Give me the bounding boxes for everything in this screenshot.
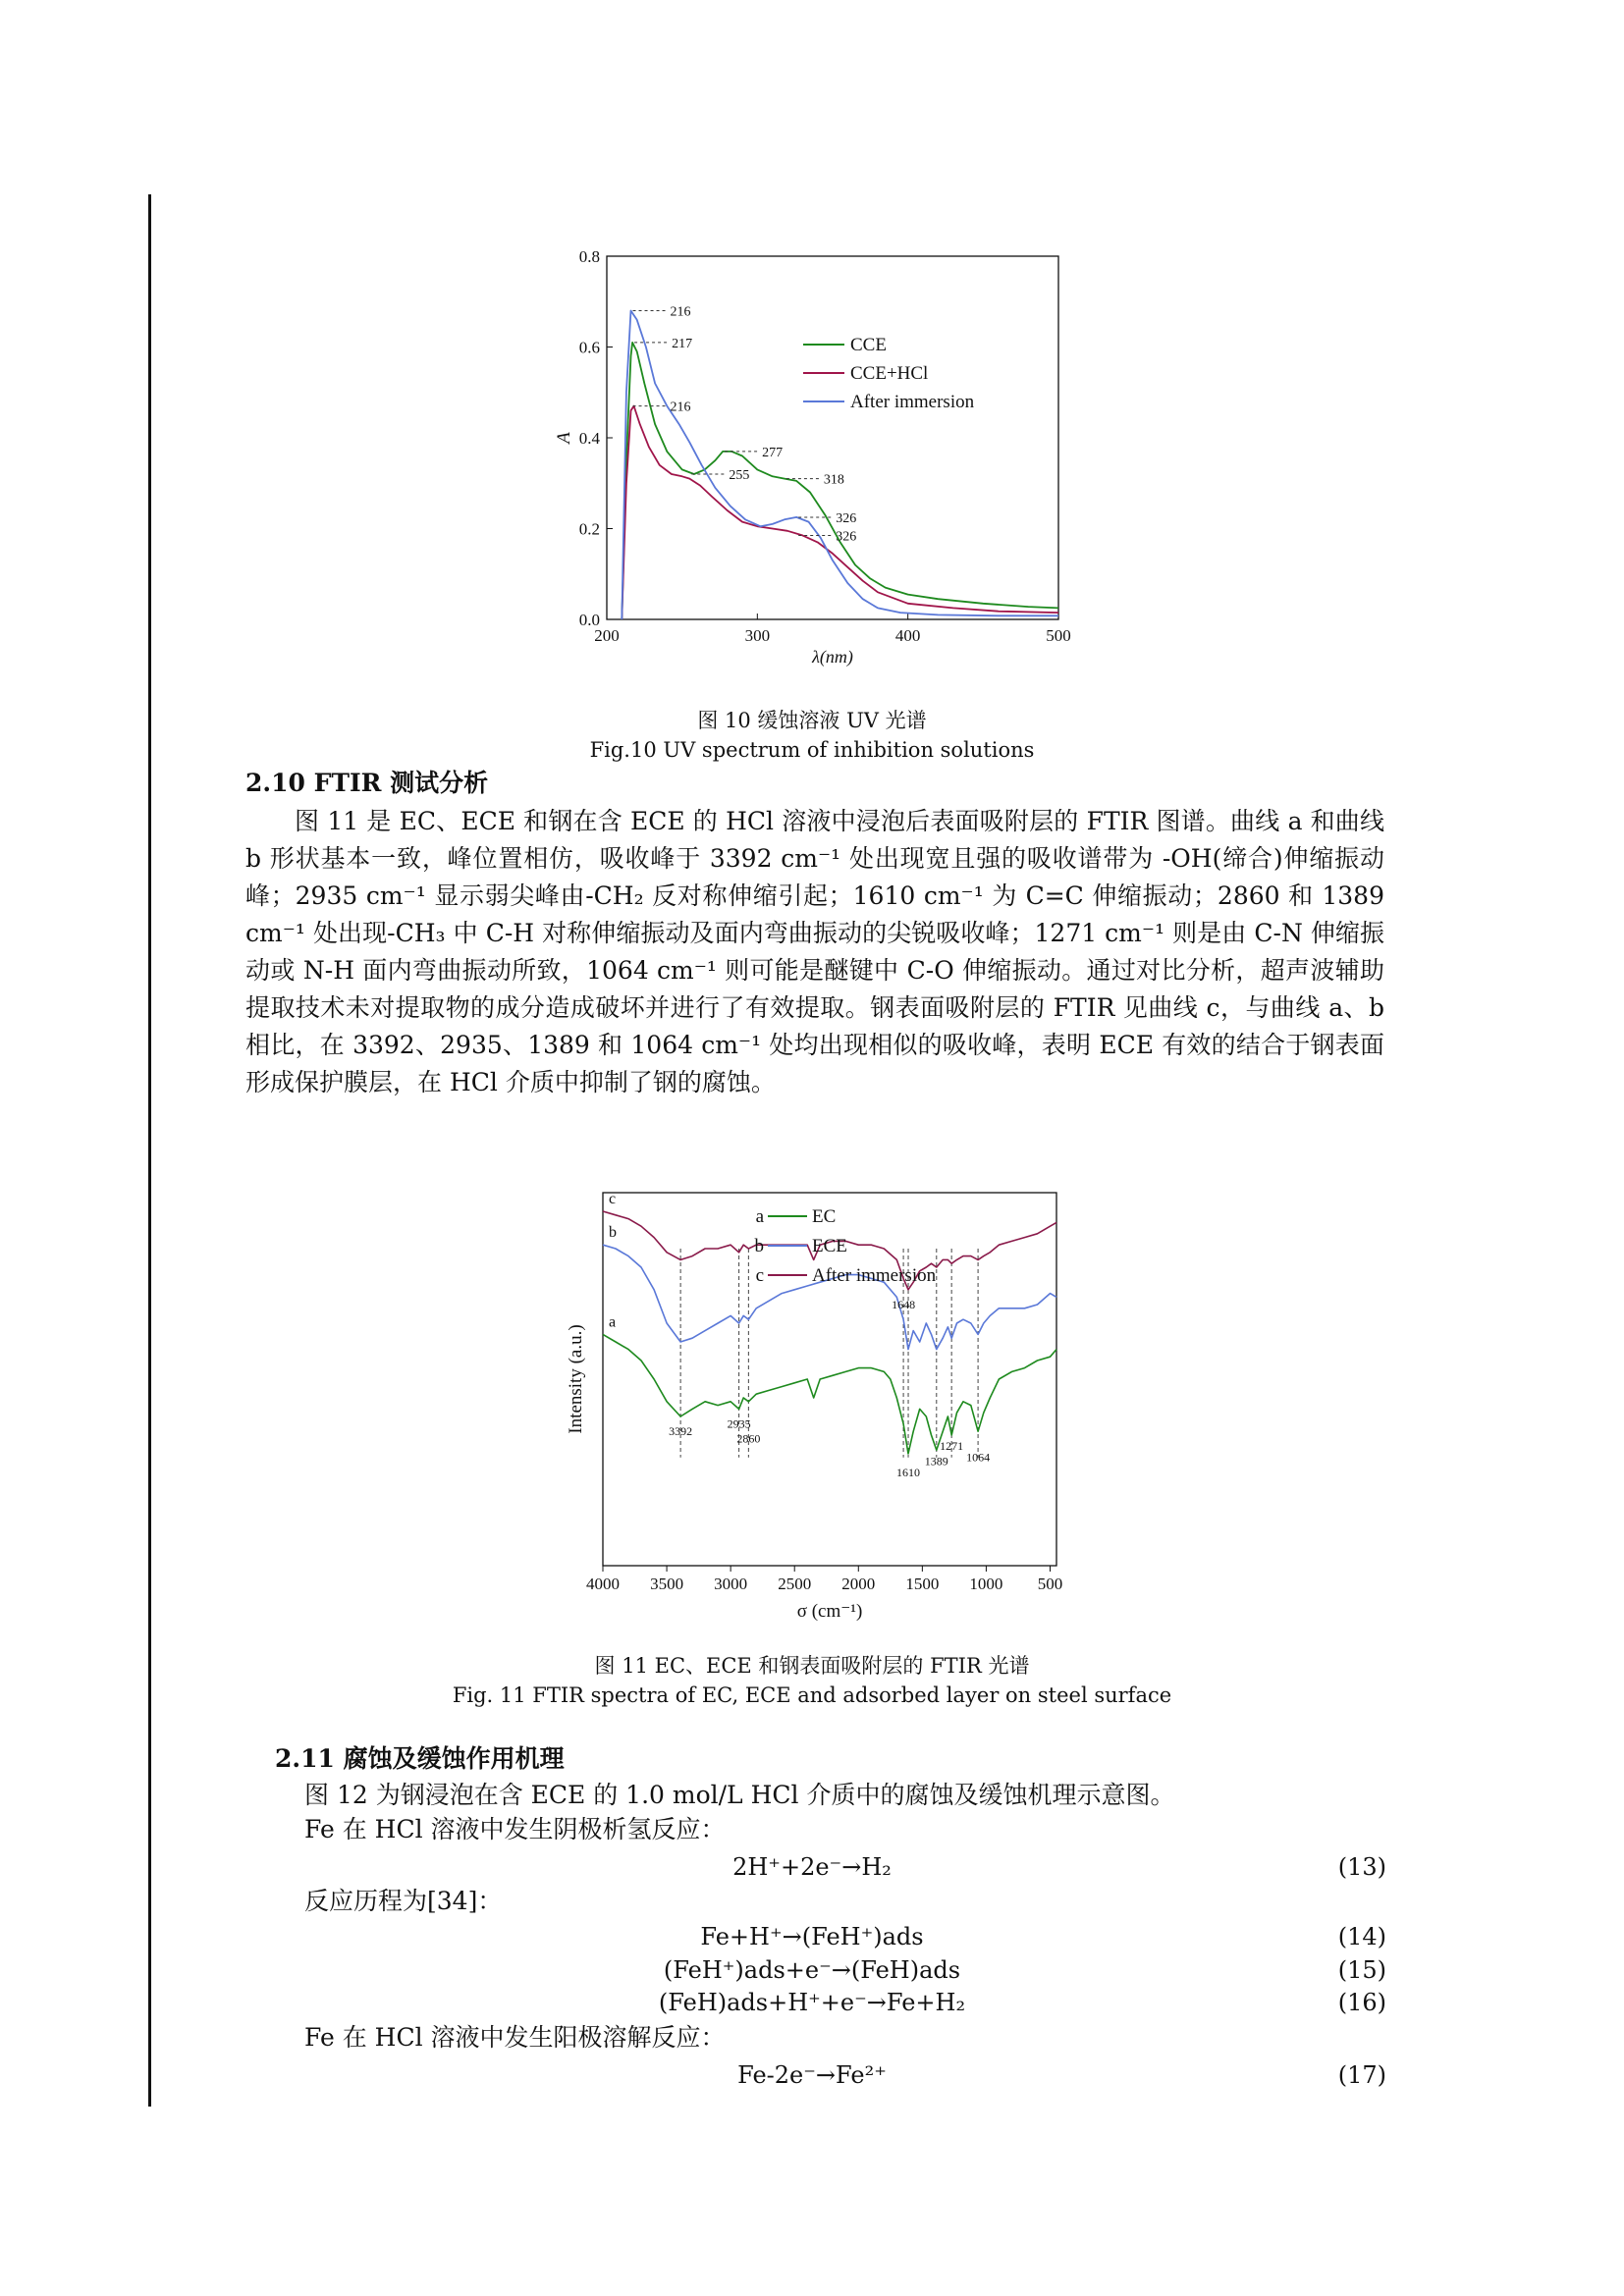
fig10-xtick-label: 500 [1046, 626, 1071, 645]
fig11-xlabel: σ (cm⁻¹) [796, 1601, 863, 1622]
fig10-series [622, 311, 1058, 620]
fig11-legend [755, 1206, 937, 1286]
fig11-xtick-label: 3000 [714, 1575, 748, 1593]
fig11-annotation-label: 1271 [940, 1439, 964, 1454]
equation-14-number: (14) [1337, 1923, 1386, 1950]
fig10-xtick-label: 200 [594, 626, 620, 645]
fig10-caption [0, 706, 1624, 765]
fig10-ylabel: A [554, 432, 574, 444]
fig11-ylabel: Intensity (a.u.) [566, 1324, 586, 1434]
fig11-curve-label: b [609, 1224, 617, 1242]
fig11-caption [0, 1651, 1624, 1710]
fig10-annotation-label: 216 [670, 400, 691, 415]
equation-16-number: (16) [1337, 1989, 1386, 2016]
margin-rule [148, 194, 151, 2107]
section-2-11-line4: Fe 在 HCl 溶液中发生阳极溶解反应： [304, 2023, 726, 2052]
fig10-caption-en: Fig.10 UV spectrum of inhibition solutions [589, 738, 1035, 762]
fig11-legend-label: ECE [812, 1236, 847, 1256]
fig11-annotation-label: 2935 [727, 1416, 751, 1431]
fig10-series-after-immersion [622, 311, 1058, 620]
fig11-annotation-label: 1610 [896, 1465, 921, 1479]
fig11-curve-label: a [609, 1313, 617, 1331]
fig10-annotation-label: 216 [670, 304, 691, 320]
equation-13-number: (13) [1337, 1853, 1386, 1881]
fig10-ytick-label: 0.4 [578, 429, 600, 448]
fig10-legend-label: CCE [850, 335, 887, 355]
section-2-11-line3: 反应历程为[34]： [304, 1887, 503, 1915]
fig10-annotation-label: 277 [762, 445, 784, 460]
fig11-annotation-label: 1389 [924, 1454, 948, 1468]
fig10-xtick-label: 300 [744, 626, 771, 645]
fig11-xtick-label: 2000 [841, 1575, 876, 1593]
fig10-legend-label: After immersion [850, 392, 975, 412]
section-2-10-paragraph: 图 11 是 EC、ECE 和钢在含 ECE 的 HCl 溶液中浸泡后表面吸附层的 FTIR 图谱。曲线 a 和曲线 b 形状基本一致，峰位置相仿，吸收峰于 3392 cm⁻¹ 处出现宽且强的吸收谱带为 -OH(缔合)伸缩振动峰；2935 cm⁻¹ 显示弱尖峰由-CH₂ 反对称伸缩引起；1610 cm⁻¹ 为 C=C 伸缩振动；2860 和 1389 cm⁻¹ 处出现-CH₃ 中 C-H 对称伸缩振动及面内弯曲振动的尖锐吸收峰；1271 cm⁻¹ 则是由 C-N 伸缩振动或 N-H 面内弯曲振动所致，1064 cm⁻¹ 则可能是醚键中 C-O 伸缩振动。通过对比分析，超声波辅助提取技术未对提取物的成分造成破坏并进行了有效提取。钢表面吸附层的 FTIR 见曲线 c，与曲线 a、b 相比，在 3392、2935、1389 和 1064 cm⁻¹ 处均出现相似的吸收峰，表明 ECE 有效的结合于钢表面形成保护膜层，在 HCl 介质中抑制了钢的腐蚀。 [245, 807, 1384, 1096]
fig10-ytick-label: 0.0 [578, 611, 600, 629]
fig11-series-ece [603, 1245, 1056, 1349]
section-2-10-body [245, 803, 1384, 1101]
fig10-xtick-label: 400 [894, 626, 921, 645]
fig11-legend-label: EC [812, 1206, 837, 1227]
fig11-legend-letter: b [754, 1236, 764, 1256]
fig10-legend [803, 335, 975, 412]
section-2-11-line1: 图 12 为钢浸泡在含 ECE 的 1.0 mol/L HCl 介质中的腐蚀及缓蚀机理示意图。 [304, 1781, 1175, 1809]
fig10-ytick-label: 0.2 [578, 519, 600, 539]
equation-17-text: Fe-2e⁻→Fe²⁺ [737, 2061, 887, 2089]
fig11-curve-label: c [609, 1191, 617, 1207]
fig10-caption-cn: 图 10 缓蚀溶液 UV 光谱 [697, 709, 927, 732]
section-2-11-line2: Fe 在 HCl 溶液中发生阴极析氢反应： [304, 1815, 726, 1843]
equation-13-text: 2H⁺+2e⁻→H₂ [732, 1853, 892, 1881]
fig11-legend-label: After immersion [812, 1265, 937, 1286]
equation-15-number: (15) [1337, 1956, 1386, 1984]
fig11-annotation-label: 2860 [736, 1431, 761, 1446]
fig11-xtick-label: 2500 [778, 1575, 812, 1593]
fig10-ytick-label: 0.8 [578, 247, 600, 266]
fig10-xlabel: λ(nm) [812, 647, 853, 667]
section-2-10-title: 2.10 FTIR 测试分析 [245, 769, 489, 797]
fig10-annotation-label: 326 [836, 510, 857, 526]
fig10-annotations [633, 305, 857, 545]
section-2-11-title: 2.11 腐蚀及缓蚀作用机理 [275, 1744, 565, 1773]
fig10-legend-label: CCE+HCl [850, 363, 929, 384]
fig11-xtick-label: 1500 [905, 1575, 940, 1593]
fig11-annotation-label: 1648 [892, 1297, 916, 1311]
fig11-caption-cn: 图 11 EC、ECE 和钢表面吸附层的 FTIR 光谱 [594, 1654, 1030, 1678]
fig10-annotation-label: 318 [823, 472, 844, 488]
fig11-legend-letter: a [755, 1206, 764, 1227]
fig11-series [603, 1191, 1056, 1454]
fig10-annotation-label: 217 [672, 336, 693, 351]
fig11-xtick-label: 3500 [650, 1575, 684, 1593]
fig11-legend-letter: c [755, 1265, 764, 1286]
equation-15-text: (FeH⁺)ads+e⁻→(FeH)ads [663, 1956, 961, 1984]
fig10-annotation-label: 326 [836, 529, 857, 545]
equation-16-text: (FeH)ads+H⁺+e⁻→Fe+H₂ [658, 1989, 966, 2016]
fig11-caption-en: Fig. 11 FTIR spectra of EC, ECE and adsorbed layer on steel surface [452, 1683, 1172, 1707]
fig10-ytick-label: 0.6 [578, 338, 600, 357]
equation-17-number: (17) [1337, 2061, 1386, 2089]
equation-14-text: Fe+H⁺→(FeH⁺)ads [700, 1923, 924, 1950]
fig10-uv-chart [530, 243, 1080, 685]
fig10-annotation-label: 255 [729, 468, 750, 483]
fig11-annotation-label: 3392 [669, 1424, 693, 1438]
fig11-xtick-label: 1000 [969, 1575, 1003, 1593]
fig11-xtick-label: 500 [1037, 1575, 1063, 1593]
fig11-xtick-label: 4000 [586, 1575, 620, 1593]
fig11-annotation-label: 1064 [966, 1450, 991, 1465]
fig11-ftir-chart [550, 1188, 1080, 1629]
fig11-annotations [669, 1298, 990, 1479]
